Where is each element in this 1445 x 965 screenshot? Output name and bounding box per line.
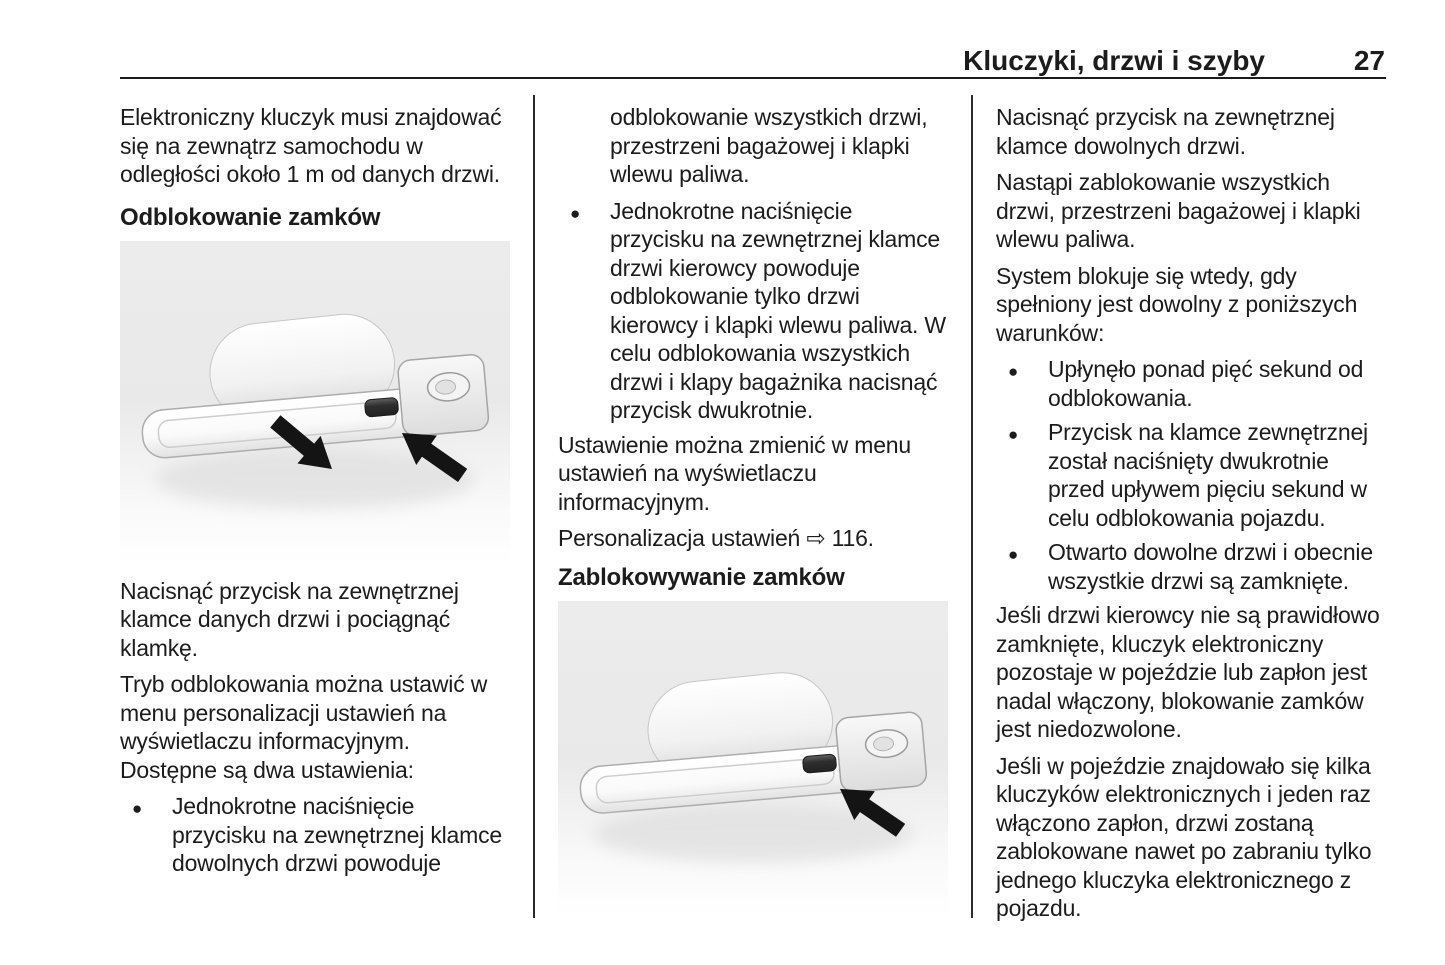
mode-settings-paragraph: Tryb odblokowania można ustawić w menu personalizacji ustawień na wyświetlaczu informacyjnym. Dostępne są dwa ustawienia: bbox=[120, 671, 488, 783]
unlock-illustration bbox=[120, 241, 510, 563]
list-item: ● Otwarto dowolne drzwi i obecnie wszystkie drzwi są zamknięte. bbox=[996, 538, 1386, 595]
multiple-keys-paragraph: Jeśli w pojeździe znajdowało się kilka kluczyków elektronicznych i jeden raz włączono zapłon, drzwi zostaną zablokowane nawet po zabraniu tylko jednego kluczyka elektronicznego z pojazdu. bbox=[996, 752, 1372, 921]
lock-conditions-list bbox=[996, 355, 1386, 595]
bullet-continuation-paragraph: odblokowanie wszystkich drzwi, przestrzeni bagażowej i klapki wlewu paliwa. bbox=[610, 104, 928, 187]
page-title: Kluczyki, drzwi i szyby bbox=[963, 45, 1265, 76]
press-any-paragraph: Nacisnąć przycisk na zewnętrznej klamce dowolnych drzwi. bbox=[996, 104, 1335, 159]
unlock-options-list bbox=[120, 792, 510, 878]
door-handle-drawing bbox=[120, 241, 510, 563]
list-item: ● Jednokrotne naciśnięcie przycisku na zewnętrznej klamce dowolnych drzwi powoduje bbox=[120, 792, 510, 878]
column-divider bbox=[533, 95, 535, 918]
intro-paragraph: Elektroniczny kluczyk musi znajdować się na zewnątrz samochodu w odległości około 1 m od danych drzwi. bbox=[120, 104, 502, 187]
lock-heading: Zablokowywanie zamków bbox=[558, 563, 845, 591]
unlock-heading: Odblokowanie zamków bbox=[120, 203, 381, 231]
unlock-options-list-cont bbox=[558, 197, 948, 425]
driver-door-warning-paragraph: Jeśli drzwi kierowcy nie są prawidłowo zamknięte, kluczyk elektroniczny pozostaje w pojeździe lub zapłon jest nadal włączony, blokowanie zamków jest niedozwolone. bbox=[996, 602, 1380, 742]
lock-result-paragraph: Nastąpi zablokowanie wszystkich drzwi, przestrzeni bagażowej i klapki wlewu paliwa. bbox=[996, 169, 1361, 252]
list-item: ● Jednokrotne naciśnięcie przycisku na zewnętrznej klamce drzwi kierowcy powoduje odblokowanie tylko drzwi kierowcy i klapki wlewu paliwa. W celu odblokowania wszystkich drzwi i klapy bagażnika nacisnąć przycisk dwukrotnie. bbox=[558, 197, 948, 425]
column-3 bbox=[996, 95, 1386, 931]
personalization-reference: Personalizacja ustawień ⇨ 116. bbox=[558, 525, 874, 551]
header-rule bbox=[120, 77, 1386, 79]
change-setting-paragraph: Ustawienie można zmienić w menu ustawień na wyświetlaczu informacyjnym. bbox=[558, 431, 911, 515]
conditions-intro-paragraph: System blokuje się wtedy, gdy spełniony jest dowolny z poniższych warunków: bbox=[996, 262, 1358, 346]
column-divider bbox=[971, 95, 973, 918]
press-pull-paragraph: Nacisnąć przycisk na zewnętrznej klamce danych drzwi i pociągnąć klamkę. bbox=[120, 577, 459, 661]
door-handle-drawing bbox=[558, 601, 948, 916]
list-item: ● Przycisk na klamce zewnętrznej został naciśnięty dwukrotnie przed upływem pięciu sekund w celu odblokowania pojazdu. bbox=[996, 418, 1386, 532]
lock-illustration bbox=[558, 601, 948, 916]
column-2 bbox=[558, 95, 948, 916]
list-item: ● Upłynęło ponad pięć sekund od odblokowania. bbox=[996, 355, 1386, 412]
column-1 bbox=[120, 95, 510, 884]
content-columns bbox=[120, 95, 1386, 931]
page-number: 27 bbox=[1353, 45, 1385, 76]
